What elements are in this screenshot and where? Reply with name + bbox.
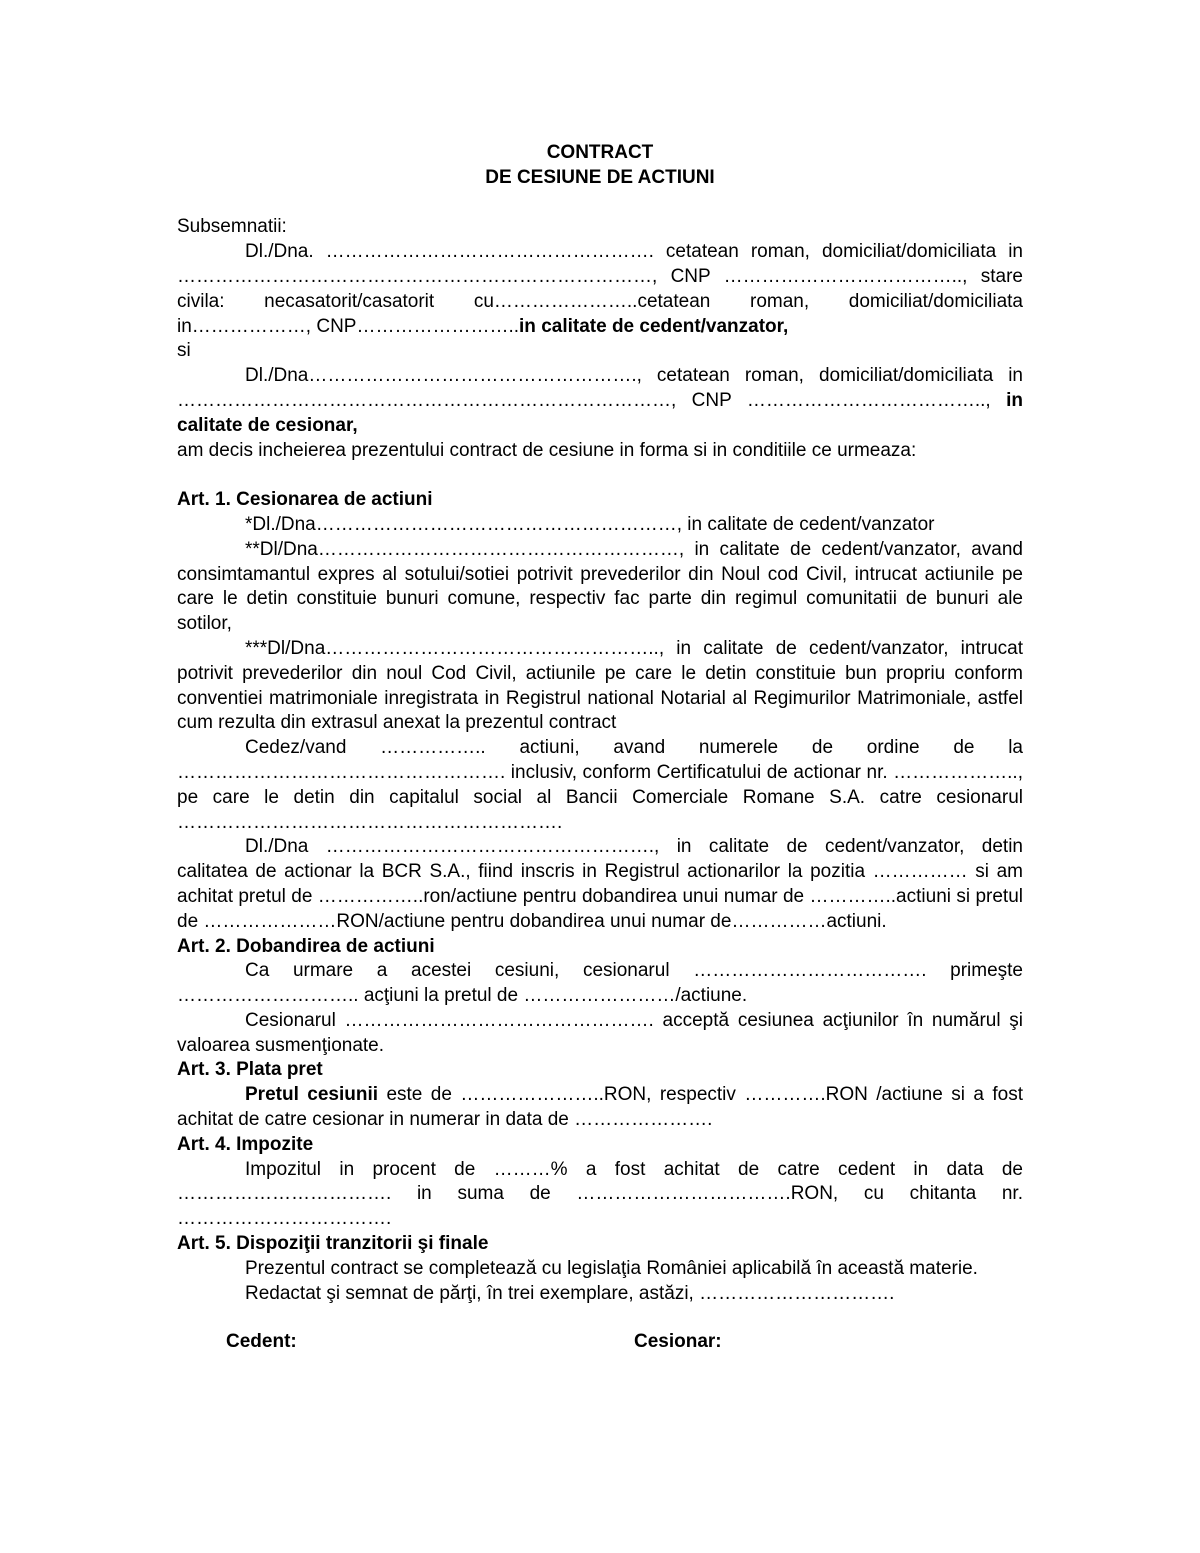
- contract-page: [177, 141, 1023, 1360]
- art-1-paragraph-3: ***Dl/Dna…………………………………………….., in calitate de cedent/vanzator, intrucat potrivit prevederilor din noul Cod Civil, actiunile pe care le detin constituie bun propriu conform conventiei matrimoniale inregistrata in Registrul national Notarial al Regimurilor Matrimoniale, astfel cum rezulta din extrasul anexat la prezentul contract: [177, 637, 1023, 734]
- cesionar-signature-label: Cesionar:: [634, 1331, 722, 1353]
- art-3-heading: Art. 3. Plata pret: [177, 1059, 323, 1081]
- signature-block: [177, 1330, 1023, 1360]
- art-1-paragraph-2: **Dl/Dna…………………………………………………, in calitate de cedent/vanzator, avand consimtamantul expres al sotului/sotiei potrivit prevederilor din Noul cod Civil, intrucat actiunile pe care le detin constituie bunuri comune, respectiv fac parte din regimul comunitatii de bunuri ale sotilor,: [177, 538, 1023, 635]
- party-1-role: in calitate de cedent/vanzator,: [519, 315, 789, 337]
- art-2-heading: Art. 2. Dobandirea de actiuni: [177, 935, 435, 957]
- cedent-signature-label: Cedent:: [226, 1331, 297, 1353]
- art-1-paragraph-5: Dl./Dna ……………………………………………., in calitate de cedent/vanzator, detin calitatea de actionar la BCR S.A., fiind inscris in Registrul actionarilor la pozitia …………… si am achitat pretul de ……………..ron/actiune pentru dobandirea unui numar de …………..actiuni si pretul de …………………RON/actiune pentru dobandirea unui numar de……………actiuni.: [177, 836, 1023, 932]
- party-2-role: in calitate de cesionar,: [177, 389, 1023, 436]
- art-2-paragraph-2: Cesionarul …………………………………………. acceptă cesiunea acţiunilor în numărul şi valoarea susmenţionate.: [177, 1009, 1023, 1056]
- si-label: si: [177, 340, 191, 362]
- subsemnatii-label: Subsemnatii:: [177, 216, 287, 238]
- art-2-paragraph-1: Ca urmare a acestei cesiuni, cesionarul ………………………………. primeşte ……………………….. acţiuni la pretul de ……………………/actiune.: [177, 960, 1023, 1007]
- party-1-paragraph: [177, 240, 1023, 339]
- art-3-paragraph-1: [177, 1083, 1023, 1133]
- art-5-paragraph-1: Prezentul contract se completează cu legislaţia României aplicabilă în această materie.: [245, 1257, 978, 1279]
- art-3-price-label: Pretul cesiunii: [245, 1084, 379, 1106]
- title-line-2: DE CESIUNE DE ACTIUNI: [485, 166, 715, 188]
- decision-paragraph: am decis incheierea prezentului contract de cesiune in forma si in conditiile ce urmeaza:: [177, 439, 917, 461]
- art-1-paragraph-4: Cedez/vand …………….. actiuni, avand numerele de ordine de la ……………………………………………. inclusiv, conform Certificatului de actionar nr. ……………….., pe care le detin din capitalul social al Bancii Comerciale Romane S.A. catre cesionarul …………………………………………………….: [177, 737, 1023, 833]
- art-3-price-text: este de …………………..RON, respectiv ………….RON /actiune si a fost achitat de catre cesionar in numerar in data de ………………….: [177, 1084, 1023, 1131]
- document-title: [177, 141, 1023, 191]
- art-5-heading: Art. 5. Dispoziţii tranzitorii şi finale: [177, 1233, 489, 1255]
- art-4-paragraph-1: Impozitul in procent de ………% a fost achitat de catre cedent in data de ……………………………. in suma de …………………………….RON, cu chitanta nr. …………………………….: [177, 1158, 1023, 1230]
- title-line-1: CONTRACT: [546, 142, 654, 163]
- party-1-text: Dl./Dna. ……………………………………………. cetatean roman, domiciliat/domiciliata in …………………………………………………………………, CNP ……………………………….., stare civila: necasatorit/casatorit cu…………………..cetatean roman, domiciliat/domiciliata in………………, CNP……………………..: [177, 241, 1023, 337]
- art-1-heading: Art. 1. Cesionarea de actiuni: [177, 489, 433, 511]
- art-4-heading: Art. 4. Impozite: [177, 1133, 314, 1155]
- art-5-paragraph-2: Redactat şi semnat de părţi, în trei exemplare, astăzi, ………………………….: [245, 1282, 895, 1304]
- party-2-paragraph: [177, 364, 1023, 438]
- party-2-text: Dl./Dna……………………………………………., cetatean roman, domiciliat/domiciliata in ……………………………………………………………………, CNP ………………………………..,: [177, 365, 1023, 411]
- art-1-paragraph-1: *Dl./Dna…………………………………………………, in calitate de cedent/vanzator: [245, 513, 935, 535]
